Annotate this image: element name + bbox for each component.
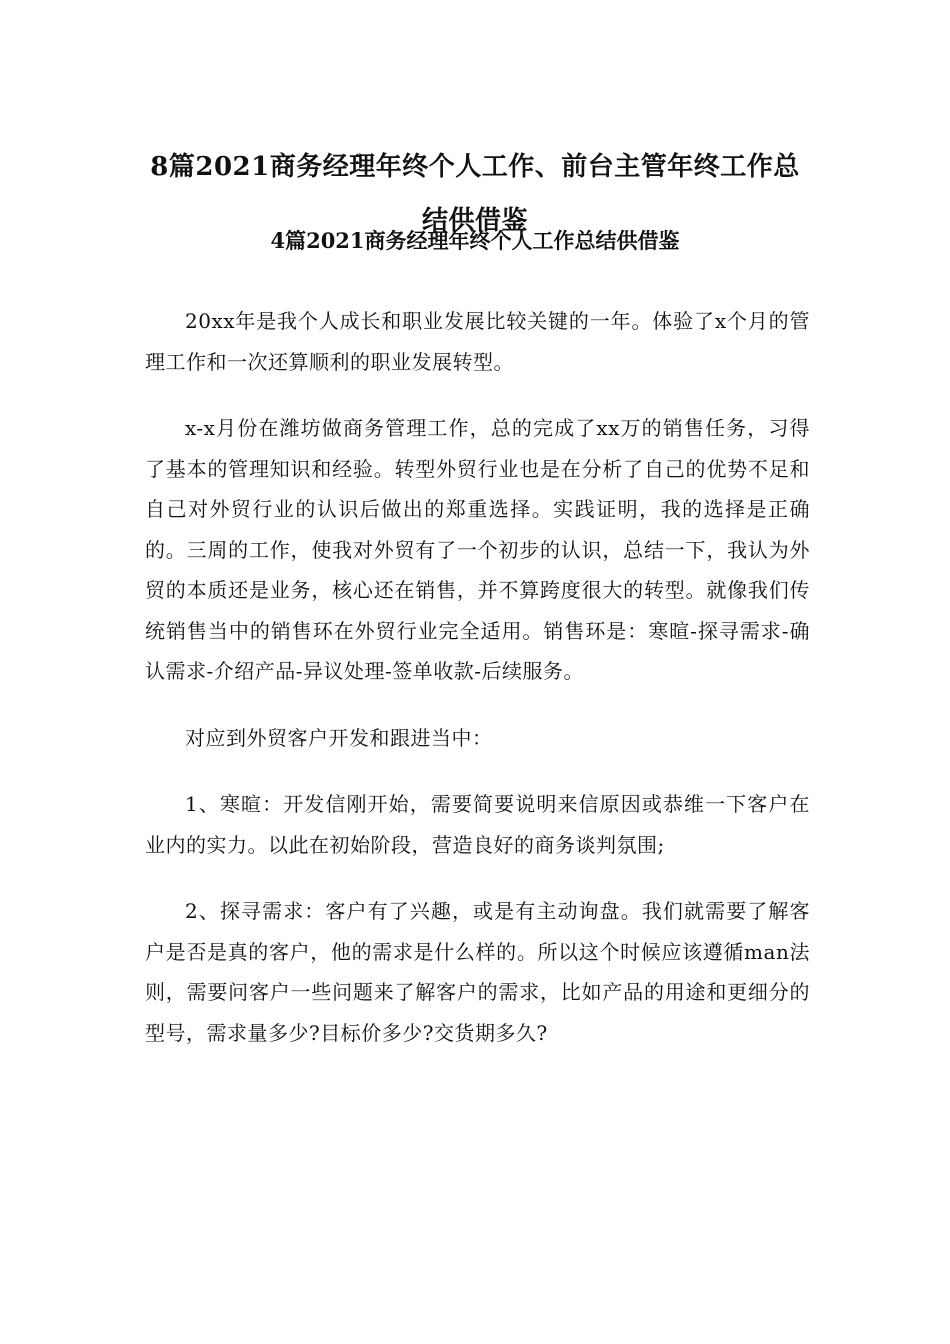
paragraph: 2、探寻需求：客户有了兴趣，或是有主动询盘。我们就需要了解客户是否是真的客户，他的需求是什么样的。所以这个时候应该遵循man法则，需要问客户一些问题来了解客户的需求，比如产品的用途和更细分的型号，需求量多少?目标价多少?交货期多久? bbox=[145, 899, 810, 1045]
document-subtitle: 4篇2021商务经理年终个人工作总结供借鉴 bbox=[270, 228, 680, 253]
paragraph: 对应到外贸客户开发和跟进当中： bbox=[185, 725, 493, 750]
paragraph: 20xx年是我个人成长和职业发展比较关键的一年。体验了x个月的管理工作和一次还算顺利的职业发展转型。 bbox=[145, 309, 810, 374]
document-title: 8篇2021商务经理年终个人工作、前台主管年终工作总结供借鉴 bbox=[150, 152, 800, 236]
paragraph: x-x月份在潍坊做商务管理工作，总的完成了xx万的销售任务，习得了基本的管理知识和经验。转型外贸行业也是在分析了自己的优势不足和自己对外贸行业的认识后做出的郑重选择。实践证明，我的选择是正确的。三周的工作，使我对外贸有了一个初步的认识，总结一下，我认为外贸的本质还是业务，核心还在销售，并不算跨度很大的转型。就像我们传统销售当中的销售环在外贸行业完全适用。销售环是：寒暄-探寻需求-确认需求-介绍产品-异议处理-签单收款-后续服务。 bbox=[145, 416, 810, 683]
document-body bbox=[145, 301, 810, 1079]
paragraph: 1、寒暄：开发信刚开始，需要简要说明来信原因或恭维一下客户在业内的实力。以此在初始阶段，营造良好的商务谈判氛围; bbox=[145, 792, 810, 857]
